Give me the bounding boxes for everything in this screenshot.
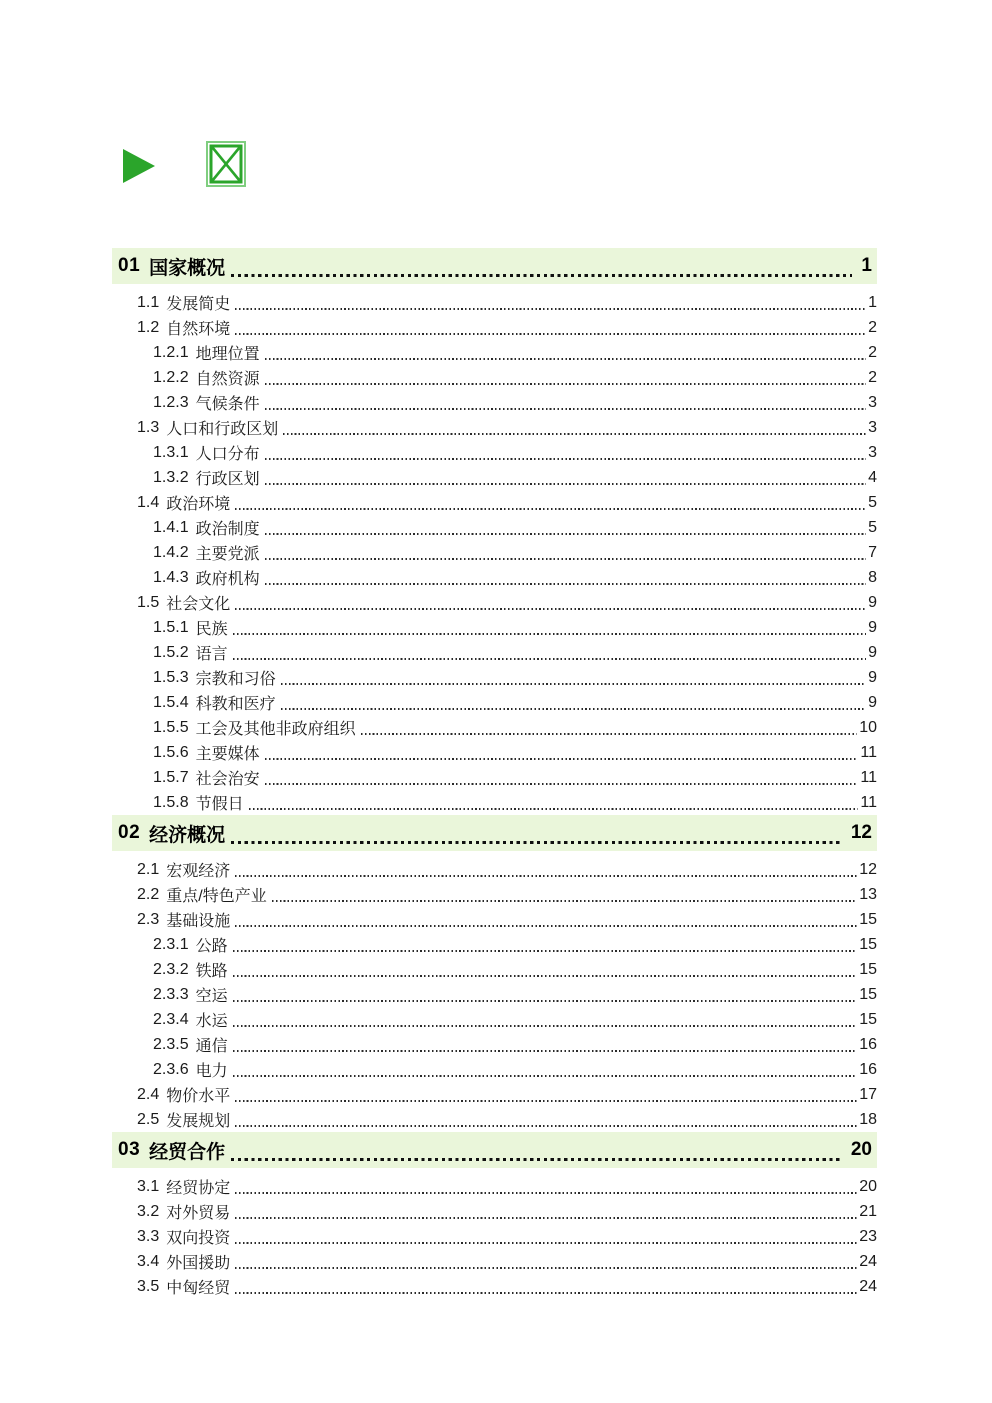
toc-entry[interactable] [112, 565, 877, 590]
toc-entry[interactable] [112, 590, 877, 615]
dotted-leader [265, 358, 866, 360]
entry-number: 1.4.2 [153, 543, 189, 561]
entry-page-number: 15 [859, 910, 877, 928]
entry-page-number: 23 [859, 1227, 877, 1245]
toc-entry[interactable] [112, 1107, 877, 1132]
entry-number: 1.5.7 [153, 768, 189, 786]
toc-entry[interactable] [112, 957, 877, 982]
dotted-leader [235, 333, 866, 335]
dotted-leader [235, 1100, 857, 1102]
entry-number: 1.4.3 [153, 568, 189, 586]
dotted-leader [235, 925, 857, 927]
toc-entry[interactable] [112, 907, 877, 932]
toc-section-01 [112, 248, 877, 815]
entry-page-number: 15 [859, 935, 877, 953]
toc-entry[interactable] [112, 740, 877, 765]
dotted-leader [265, 533, 866, 535]
entry-page-number: 7 [868, 543, 877, 561]
entry-page-number: 15 [859, 1010, 877, 1028]
toc-entry[interactable] [112, 1174, 877, 1199]
dotted-leader [233, 633, 866, 635]
entry-number: 1.4.1 [153, 518, 189, 536]
dotted-leader [249, 808, 859, 810]
entry-page-number: 2 [868, 343, 877, 361]
entry-page-number: 16 [859, 1035, 877, 1053]
entry-page-number: 4 [868, 468, 877, 486]
entry-page-number: 3 [868, 443, 877, 461]
entry-title: 语言 [195, 646, 228, 663]
entry-number: 2.5 [137, 1110, 160, 1128]
toc-entry[interactable] [112, 465, 877, 490]
entry-title: 发展规划 [166, 1113, 231, 1130]
entry-title: 政治制度 [195, 521, 260, 538]
entry-number: 3.4 [137, 1252, 160, 1270]
dotted-leader [265, 558, 866, 560]
toc-entry[interactable] [112, 315, 877, 340]
toc-entry[interactable] [112, 440, 877, 465]
entry-number: 3.5 [137, 1277, 160, 1295]
entry-title: 工会及其他非政府组织 [195, 721, 356, 738]
entry-number: 3.3 [137, 1227, 160, 1245]
toc-entry[interactable] [112, 882, 877, 907]
dotted-leader [265, 458, 866, 460]
dotted-leader [361, 733, 858, 735]
chapter-title: 国家概况 [149, 257, 226, 279]
entry-page-number: 21 [859, 1202, 877, 1220]
toc-entry[interactable] [112, 1057, 877, 1082]
entry-number: 1.1 [137, 293, 160, 311]
entry-number: 1.3.2 [153, 468, 189, 486]
chapter-page-number: 20 [850, 1139, 872, 1160]
entry-title: 外国援助 [166, 1255, 231, 1272]
entry-title: 社会文化 [166, 596, 231, 613]
entry-page-number: 8 [868, 568, 877, 586]
toc-entry[interactable] [112, 1199, 877, 1224]
dotted-leader [265, 758, 859, 760]
entry-page-number: 11 [860, 793, 877, 811]
entry-page-number: 9 [868, 643, 877, 661]
dotted-leader [235, 308, 866, 310]
entry-title: 铁路 [195, 963, 228, 980]
dotted-leader [265, 583, 866, 585]
entry-number: 1.5.4 [153, 693, 189, 711]
entry-title: 自然环境 [166, 321, 231, 338]
entry-number: 1.3.1 [153, 443, 189, 461]
dotted-leader [235, 1192, 857, 1194]
entry-title: 发展简史 [166, 296, 231, 313]
entry-number: 1.5 [137, 593, 160, 611]
toc-entry[interactable] [112, 790, 877, 815]
toc-entry[interactable] [112, 715, 877, 740]
entry-page-number: 5 [868, 518, 877, 536]
entry-number: 1.4 [137, 493, 160, 511]
chapter-title: 经济概况 [149, 824, 226, 846]
chapter-page-number: 1 [861, 255, 872, 276]
entry-number: 2.3.4 [153, 1010, 189, 1028]
toc-chapter-row[interactable] [112, 815, 877, 851]
dotted-leader [235, 1267, 857, 1269]
toc-entry[interactable] [112, 932, 877, 957]
entry-title: 主要党派 [195, 546, 260, 563]
toc-chapter-row[interactable] [112, 1132, 877, 1168]
dotted-leader [235, 508, 866, 510]
entry-title: 科教和医疗 [195, 696, 276, 713]
entry-title: 宏观经济 [166, 863, 231, 880]
toc-entry[interactable] [112, 1032, 877, 1057]
chapter-number: 01 [118, 255, 141, 276]
entry-number: 3.1 [137, 1177, 160, 1195]
entry-number: 1.2.1 [153, 343, 189, 361]
entry-page-number: 15 [859, 985, 877, 1003]
entry-title: 空运 [195, 988, 228, 1005]
dotted-leader [265, 483, 866, 485]
entry-number: 1.5.5 [153, 718, 189, 736]
entry-page-number: 16 [859, 1060, 877, 1078]
entry-number: 1.5.3 [153, 668, 189, 686]
entry-number: 2.3.3 [153, 985, 189, 1003]
entry-title: 中匈经贸 [166, 1280, 231, 1297]
dotted-leader [265, 408, 866, 410]
dotted-leader [235, 1125, 857, 1127]
entry-page-number: 9 [868, 618, 877, 636]
entry-number: 1.5.1 [153, 618, 189, 636]
toc-entry[interactable] [112, 1224, 877, 1249]
entry-page-number: 12 [859, 860, 877, 878]
entry-title: 基础设施 [166, 913, 231, 930]
dotted-leader [231, 274, 852, 278]
entry-page-number: 2 [868, 368, 877, 386]
entry-title: 节假日 [195, 796, 244, 813]
entry-title: 社会治安 [195, 771, 260, 788]
toc-entry[interactable] [112, 540, 877, 565]
dotted-leader [233, 975, 858, 977]
entry-page-number: 3 [868, 418, 877, 436]
entry-number: 1.2 [137, 318, 160, 336]
entry-number: 2.3.2 [153, 960, 189, 978]
toc-entry[interactable] [112, 415, 877, 440]
entry-number: 2.3.6 [153, 1060, 189, 1078]
toc-entry[interactable] [112, 490, 877, 515]
play-icon [123, 149, 155, 183]
entry-title: 电力 [195, 1063, 228, 1080]
entry-title: 人口和行政区划 [166, 421, 279, 438]
toc-entry[interactable] [112, 1249, 877, 1274]
toc-entry[interactable] [112, 390, 877, 415]
toc-entry[interactable] [112, 690, 877, 715]
entry-number: 1.2.2 [153, 368, 189, 386]
toc-entry[interactable] [112, 365, 877, 390]
toc-entry[interactable] [112, 640, 877, 665]
entry-title: 行政区划 [195, 471, 260, 488]
entry-title: 气候条件 [195, 396, 260, 413]
entry-title: 双向投资 [166, 1230, 231, 1247]
dotted-leader [235, 1242, 857, 1244]
entry-number: 1.5.8 [153, 793, 189, 811]
entry-title: 宗教和习俗 [195, 671, 276, 688]
entry-title: 水运 [195, 1013, 228, 1030]
dotted-leader [265, 383, 866, 385]
table-of-contents [112, 248, 877, 1299]
entry-number: 2.4 [137, 1085, 160, 1103]
toc-chapter-row[interactable] [112, 248, 877, 284]
chapter-page-number: 12 [850, 822, 872, 843]
entry-title: 重点/特色产业 [166, 888, 267, 905]
toc-entry[interactable] [112, 1007, 877, 1032]
dotted-leader [233, 1000, 858, 1002]
toc-entry[interactable] [112, 665, 877, 690]
dotted-leader [235, 608, 866, 610]
broken-image-icon [206, 141, 246, 187]
dotted-leader [283, 433, 866, 435]
dotted-leader [233, 950, 858, 952]
entry-number: 1.2.3 [153, 393, 189, 411]
toc-section-02 [112, 815, 877, 1132]
entry-number: 2.3.5 [153, 1035, 189, 1053]
entry-page-number: 15 [859, 960, 877, 978]
toc-entry[interactable] [112, 340, 877, 365]
entry-number: 2.3.1 [153, 935, 189, 953]
entry-title: 物价水平 [166, 1088, 231, 1105]
toc-entry[interactable] [112, 615, 877, 640]
entry-number: 1.5.6 [153, 743, 189, 761]
entry-title: 地理位置 [195, 346, 260, 363]
dotted-leader [233, 1025, 858, 1027]
entry-number: 2.1 [137, 860, 160, 878]
entry-number: 3.2 [137, 1202, 160, 1220]
dotted-leader [235, 1292, 857, 1294]
entry-page-number: 9 [868, 693, 877, 711]
entry-page-number: 20 [859, 1177, 877, 1195]
dotted-leader [265, 783, 859, 785]
chapter-title: 经贸合作 [149, 1141, 226, 1163]
toc-section-03 [112, 1132, 877, 1299]
toc-entry[interactable] [112, 290, 877, 315]
entry-page-number: 11 [860, 743, 877, 761]
entry-page-number: 13 [859, 885, 877, 903]
dotted-leader [235, 1217, 857, 1219]
entry-title: 对外贸易 [166, 1205, 231, 1222]
entry-page-number: 9 [868, 668, 877, 686]
dotted-leader [231, 841, 842, 845]
chapter-number: 03 [118, 1139, 141, 1160]
entry-page-number: 1 [868, 293, 877, 311]
entry-number: 2.3 [137, 910, 160, 928]
toc-entry[interactable] [112, 765, 877, 790]
entry-page-number: 10 [859, 718, 877, 736]
entry-page-number: 24 [859, 1277, 877, 1295]
entry-number: 1.3 [137, 418, 160, 436]
entry-page-number: 11 [860, 768, 877, 786]
entry-number: 2.2 [137, 885, 160, 903]
entry-page-number: 5 [868, 493, 877, 511]
entry-page-number: 18 [859, 1110, 877, 1128]
entry-title: 民族 [195, 621, 228, 638]
entry-page-number: 9 [868, 593, 877, 611]
entry-title: 政治环境 [166, 496, 231, 513]
entry-title: 通信 [195, 1038, 228, 1055]
entry-title: 政府机构 [195, 571, 260, 588]
dotted-leader [233, 1075, 858, 1077]
toc-entry[interactable] [112, 1082, 877, 1107]
entry-page-number: 2 [868, 318, 877, 336]
toc-entry[interactable] [112, 1274, 877, 1299]
dotted-leader [272, 900, 858, 902]
dotted-leader [233, 1050, 858, 1052]
entry-title: 经贸协定 [166, 1180, 231, 1197]
toc-entry[interactable] [112, 857, 877, 882]
toc-entry[interactable] [112, 515, 877, 540]
dotted-leader [235, 875, 857, 877]
dotted-leader [231, 1158, 842, 1162]
dotted-leader [233, 658, 866, 660]
entry-title: 公路 [195, 938, 228, 955]
dotted-leader [281, 683, 866, 685]
dotted-leader [281, 708, 866, 710]
entry-title: 自然资源 [195, 371, 260, 388]
entry-title: 主要媒体 [195, 746, 260, 763]
toc-entry[interactable] [112, 982, 877, 1007]
entry-page-number: 17 [859, 1085, 877, 1103]
entry-title: 人口分布 [195, 446, 260, 463]
chapter-number: 02 [118, 822, 141, 843]
entry-page-number: 24 [859, 1252, 877, 1270]
entry-page-number: 3 [868, 393, 877, 411]
entry-number: 1.5.2 [153, 643, 189, 661]
